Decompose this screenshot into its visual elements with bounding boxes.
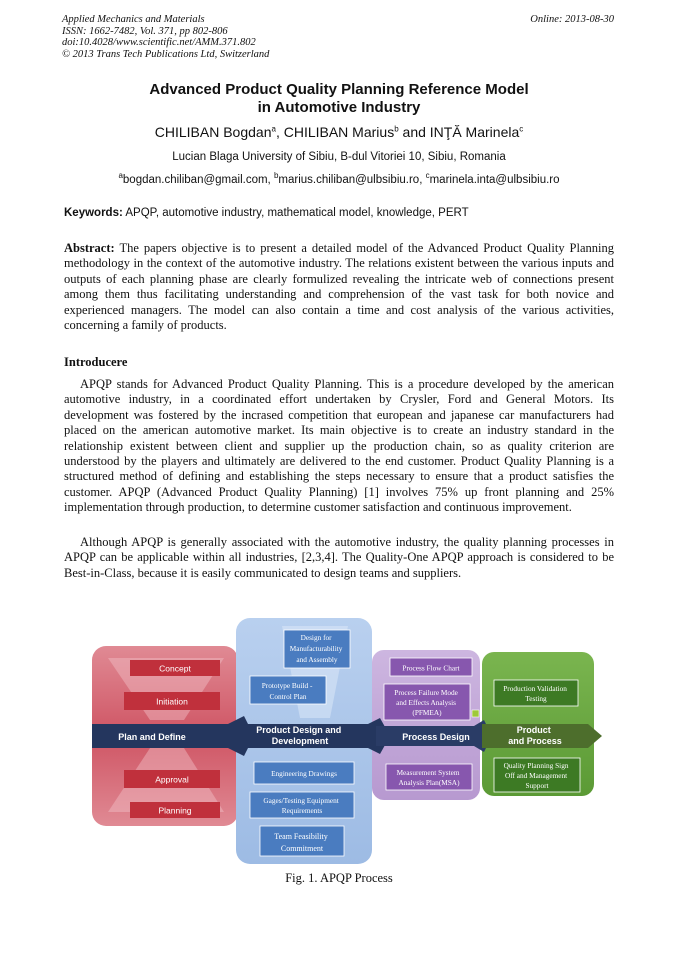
online-date: Online: 2013-08-30 bbox=[530, 14, 614, 25]
team-feasibility-line: Team Feasibility bbox=[274, 832, 328, 841]
engineering-drawings-box bbox=[254, 762, 354, 784]
email-mark: c bbox=[425, 171, 430, 180]
approval-label: Approval bbox=[155, 774, 189, 785]
author-2-mark: b bbox=[394, 124, 399, 134]
dfma-line: Manufacturability bbox=[289, 644, 343, 653]
journal-name: Applied Mechanics and Materials bbox=[62, 14, 205, 25]
paper-title bbox=[0, 81, 678, 117]
abstract bbox=[64, 241, 614, 333]
process-flow-label: Process Flow Chart bbox=[402, 663, 460, 673]
sign-off-line: Off and Management bbox=[504, 771, 568, 780]
gages-line: Gages/Testing Equipment bbox=[263, 796, 339, 805]
sign-off-line: Quality Planning Sign bbox=[503, 761, 569, 770]
copyright: © 2013 Trans Tech Publications Ltd, Switzerland bbox=[62, 48, 270, 60]
pfmea-line: and Effects Analysis bbox=[396, 698, 457, 707]
engineering-drawings-label: Engineering Drawings bbox=[271, 769, 337, 778]
apqp-process-figure bbox=[78, 612, 618, 870]
section-heading: Introducere bbox=[64, 355, 128, 369]
issn: ISSN: 1662-7482, Vol. 371, pp 802-806 bbox=[62, 25, 228, 37]
msa-box bbox=[386, 764, 472, 790]
pfmea-box bbox=[384, 684, 470, 720]
author-1: CHILIBAN Bogdan bbox=[154, 124, 272, 140]
title-line-1: Advanced Product Quality Planning Reference Model bbox=[149, 81, 529, 98]
email-link[interactable]: marius.chiliban@ulbsibiu.ro, bbox=[278, 173, 426, 186]
msa-line: Analysis Plan(MSA) bbox=[398, 778, 460, 787]
concept-box bbox=[130, 660, 220, 676]
process-flow-box bbox=[390, 658, 472, 676]
keywords-text: APQP, automotive industry, mathematical model, knowledge, PERT bbox=[122, 207, 469, 219]
email-link[interactable]: marinela.inta@ulbsibiu.ro bbox=[429, 173, 560, 186]
email-mark: a bbox=[118, 171, 123, 180]
gages-box bbox=[250, 792, 354, 818]
concept-label: Concept bbox=[159, 663, 191, 674]
process-design-phase: Process Design bbox=[402, 732, 470, 742]
doi: doi:10.4028/www.scientific.net/AMM.371.802 bbox=[62, 37, 256, 48]
sign-off-line: Support bbox=[525, 781, 549, 790]
production-validation-line: Testing bbox=[525, 694, 547, 703]
figure-caption: Fig. 1. APQP Process bbox=[285, 871, 393, 885]
pfmea-line: Process Failure Mode bbox=[394, 688, 458, 697]
journal-header bbox=[62, 14, 269, 60]
author-2: CHILIBAN Marius bbox=[283, 124, 395, 140]
author-separator: and bbox=[398, 124, 430, 140]
approval-box bbox=[124, 770, 220, 788]
sign-off-box bbox=[494, 758, 580, 792]
abstract-text: The papers objective is to present a detailed model of the Advanced Product Quality Planning methodology in the context of the automotive industry. The relations existent between the various inputs and outputs of each planning phase are clearly formulized revealing the intricate web of connections present among them thus facilitating understanding and comprehension of the vast task for both novice and experienced managers. The model can also contain a time and cost analysis of the various activities, concerning a family of products. bbox=[64, 241, 614, 333]
pfmea-marker-icon bbox=[472, 710, 479, 717]
product-design-phase-line: Product Design and bbox=[256, 725, 342, 735]
production-validation-line: Production Validation bbox=[503, 684, 567, 693]
affiliation: Lucian Blaga University of Sibiu, B-dul Vitoriei 10, Sibiu, Romania bbox=[172, 151, 506, 163]
msa-label bbox=[397, 768, 462, 787]
email-list bbox=[0, 171, 678, 186]
author-3: INŢĂ Marinela bbox=[429, 124, 520, 140]
title-line-2: in Automotive Industry bbox=[257, 99, 421, 116]
author-list bbox=[0, 124, 678, 140]
dfma-box bbox=[284, 630, 350, 668]
dfma-line: and Assembly bbox=[296, 655, 338, 664]
gages-line: Requirements bbox=[281, 806, 323, 815]
plan-define-phase: Plan and Define bbox=[118, 732, 186, 742]
prototype-line: Control Plan bbox=[269, 692, 307, 701]
planning-label: Planning bbox=[158, 805, 192, 816]
intro-paragraph-2: Although APQP is generally associated with the automotive industry, the quality planning processes in APQP can be applicable within all industries, [2,3,4]. The Quality-One APQP approach is considered to be Best-in-Class, because it is easily communicated to design teams and suppliers. bbox=[64, 535, 614, 580]
keywords bbox=[64, 207, 469, 219]
email-link[interactable]: bogdan.chiliban@gmail.com, bbox=[122, 173, 274, 186]
prototype-box bbox=[250, 676, 326, 704]
product-process-phase-line: and Process bbox=[508, 736, 562, 746]
author-separator: , bbox=[275, 124, 284, 140]
production-validation-box bbox=[494, 680, 578, 706]
keywords-label: Keywords: bbox=[64, 207, 123, 219]
product-design-phase-line: Development bbox=[271, 736, 329, 746]
initiation-label: Initiation bbox=[156, 696, 188, 707]
intro-paragraph-1: APQP stands for Advanced Product Quality Planning. This is a procedure developed by the american automotive industry, in a coordinated effort undertaken by Crysler, Ford and General Motors. Its development was fostered by the incrased competition that european and japanese car manufacturers had placed on the american automotive market. Its main objective is to create an industry standard in the relationship existent between client and supplier up the production chain, so as quality criterion are understood by the players and ultimately are delivered to the end customer. Product Quality Planning is a structured method of defining and establishing the steps necessary to ensure that a product satisfies the customer. APQP (Advanced Product Quality Planning) [1] involves 75% up front planning and 25% implementation through production, to determine customer satisfaction and continuous improvement. bbox=[64, 377, 614, 515]
initiation-box bbox=[124, 692, 220, 710]
msa-line: Measurement System bbox=[396, 768, 460, 777]
email-mark: b bbox=[273, 171, 279, 180]
author-1-mark: a bbox=[271, 124, 276, 134]
product-process-phase-line: Product bbox=[516, 725, 551, 735]
dfma-line: Design for bbox=[300, 633, 332, 642]
abstract-label: Abstract: bbox=[64, 241, 115, 255]
prototype-line: Prototype Build - bbox=[261, 681, 313, 690]
team-feasibility-line: Commitment bbox=[280, 844, 324, 853]
team-feasibility-box bbox=[260, 826, 344, 856]
author-3-mark: c bbox=[519, 124, 524, 134]
pfmea-line: (PFMEA) bbox=[412, 708, 442, 717]
planning-box bbox=[130, 802, 220, 818]
